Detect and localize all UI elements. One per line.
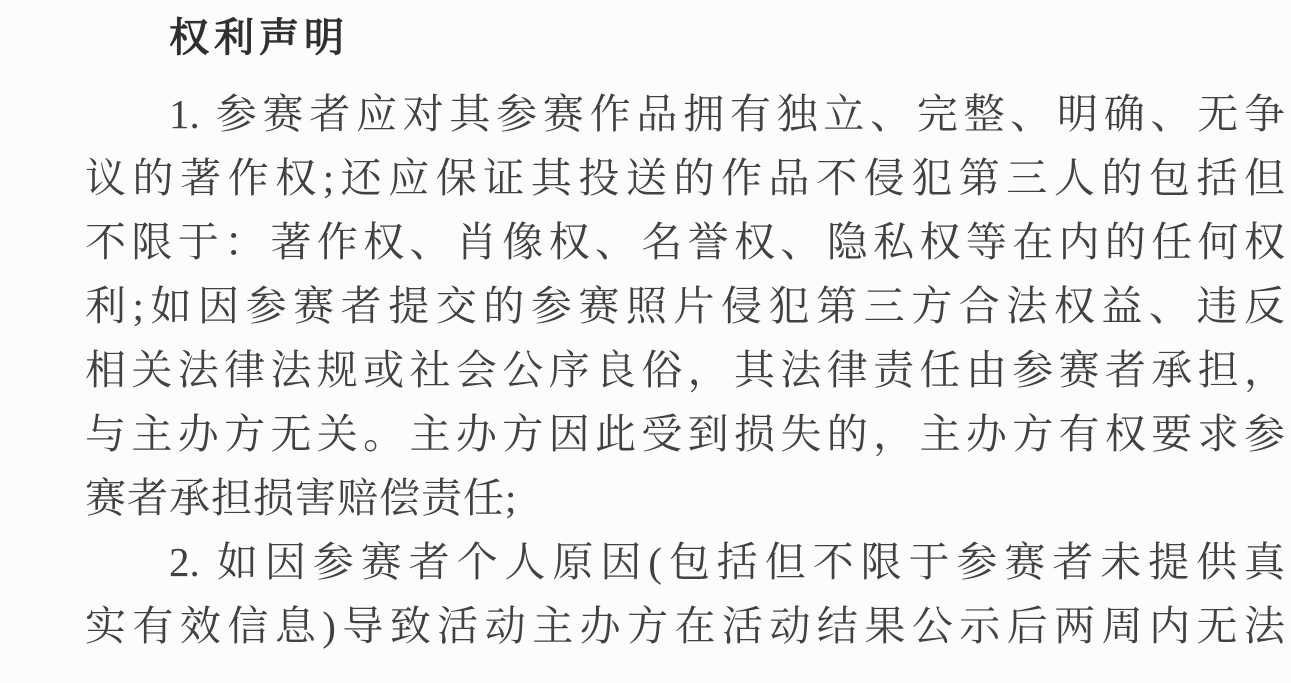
text-line: 利;如因参赛者提交的参赛照片侵犯第三方合法权益、违反 [85, 283, 1285, 329]
text-line: 相关法律法规或社会公序良俗，其法律责任由参赛者承担， [85, 347, 1285, 393]
text-line: 2. 如因参赛者个人原因(包括但不限于参赛者未提供真 [169, 539, 1285, 585]
document-title: 权利声明 [169, 15, 349, 60]
text-line: 1. 参赛者应对其参赛作品拥有独立、完整、明确、无争 [169, 91, 1285, 137]
text-line: 与主办方无关。主办方因此受到损失的，主办方有权要求参 [85, 411, 1285, 457]
text-line: 议的著作权;还应保证其投送的作品不侵犯第三人的包括但 [85, 155, 1285, 201]
text-line: 实有效信息)导致活动主办方在活动结果公示后两周内无法 [85, 603, 1285, 649]
text-line: 不限于：著作权、肖像权、名誉权、隐私权等在内的任何权 [85, 219, 1285, 265]
rights-statement-document [85, 14, 1285, 658]
text-line: 赛者承担损害赔偿责任; [85, 475, 518, 521]
